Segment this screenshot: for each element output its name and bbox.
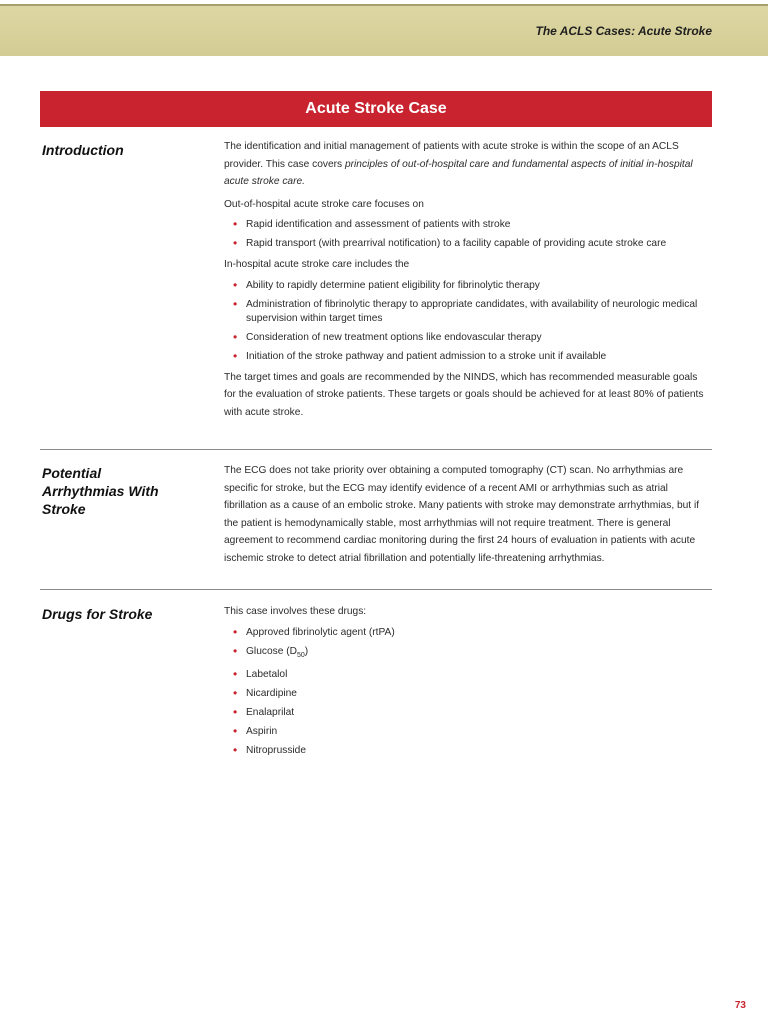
introduction-paragraph-4: The target times and goals are recommended by the NINDS, which has recommended measurable goals for the evaluation of stroke patients. These targets or goals should be achieved for at least 80% of patients with acute stroke. xyxy=(224,371,704,418)
bullet-icon: • xyxy=(233,685,238,700)
bullet-icon: • xyxy=(233,329,238,344)
arrhythmias-paragraph: The ECG does not take priority over obtaining a computed tomography (CT) scan. No arrhythmias are specific for stroke, but the ECG may identify evidence of a recent AMI or arrhythmias such as atrial fibrillation as a cause of an embolic stroke. Many patients with stroke may demonstrate arrhythmias, but if the patient is hemodynamically stable, most arrhythmias will not require treatment. There is general agreement to recommend cardiac monitoring during the first 24 hours of evaluation in patients with acute ischemic stroke to detect atrial fibrillation and potentially life-threatening arrhythmias. xyxy=(224,465,700,564)
introduction-heading: Introduction xyxy=(42,142,124,158)
list-item: • Glucose $(D_{50})$ xyxy=(233,643,309,659)
page-number: 73 xyxy=(734,1000,746,1011)
bullet-icon: • xyxy=(233,296,238,311)
list-item: • Consideration of new treatment options like endovascular therapy xyxy=(233,329,542,344)
bullet-icon: • xyxy=(233,723,238,738)
arrhythmias-body xyxy=(224,462,712,572)
bullet-icon: • xyxy=(233,624,238,639)
section-divider xyxy=(40,449,712,450)
list-item: • Approved fibrinolytic agent (rtPA) xyxy=(233,624,395,639)
list-item: • Aspirin xyxy=(233,723,278,738)
list-item: • Labetalol xyxy=(233,666,288,681)
header-divider xyxy=(0,4,768,6)
bullet-icon: • xyxy=(233,217,238,231)
introduction-body xyxy=(224,138,712,426)
case-title: Acute Stroke Case xyxy=(305,100,447,117)
drugs-heading: Drugs for Stroke xyxy=(42,606,153,622)
introduction-paragraph-1: The identification and initial management of patients with acute stroke is within the scope of an ACLS provider. This case covers principles of out-of-hospital care and fundamental aspects of initial in-hospital acute stroke care. xyxy=(224,141,693,187)
list-item: • Enalaprilat xyxy=(233,704,295,719)
introduction-emphasis: principles of out-of-hospital care and fundamental aspects of initial in-hospital acute stroke care. xyxy=(224,158,693,187)
drug-list xyxy=(224,626,712,758)
arrhythmias-heading: Potential Arrhythmias With Stroke xyxy=(42,465,159,517)
list-item: • Rapid transport (with prearrival notification) to a facility capable of providing acute stroke care xyxy=(233,236,667,250)
bullet-icon: • xyxy=(233,236,238,250)
bullet-icon: • xyxy=(233,666,238,681)
bullet-icon: • xyxy=(233,643,238,658)
drugs-body xyxy=(224,603,712,763)
list-item: • Rapid identification and assessment of patients with stroke xyxy=(233,217,511,231)
out-of-hospital-list xyxy=(224,218,712,251)
running-header-title: The ACLS Cases: Acute Stroke xyxy=(535,24,712,38)
bullet-icon: • xyxy=(233,742,238,757)
case-title-banner xyxy=(40,91,712,127)
list-item: • Ability to rapidly determine patient eligibility for fibrinolytic therapy xyxy=(233,277,540,292)
introduction-paragraph-3: In-hospital acute stroke care includes the xyxy=(224,259,410,270)
in-hospital-list xyxy=(224,279,712,364)
section-divider xyxy=(40,589,712,590)
introduction-paragraph-2: Out-of-hospital acute stroke care focuses on xyxy=(224,198,424,210)
bullet-icon: • xyxy=(233,277,238,292)
list-item: • Initiation of the stroke pathway and patient admission to a stroke unit if available xyxy=(233,348,607,363)
bullet-icon: • xyxy=(233,704,238,719)
bullet-icon: • xyxy=(233,348,238,363)
list-item: • Nicardipine xyxy=(233,685,297,700)
list-item: • Administration of fibrinolytic therapy to appropriate candidates, with availability of neurologic medical supervision within target times xyxy=(233,296,698,324)
drugs-intro: This case involves these drugs: xyxy=(224,606,367,617)
list-item: • Nitroprusside xyxy=(233,742,307,757)
